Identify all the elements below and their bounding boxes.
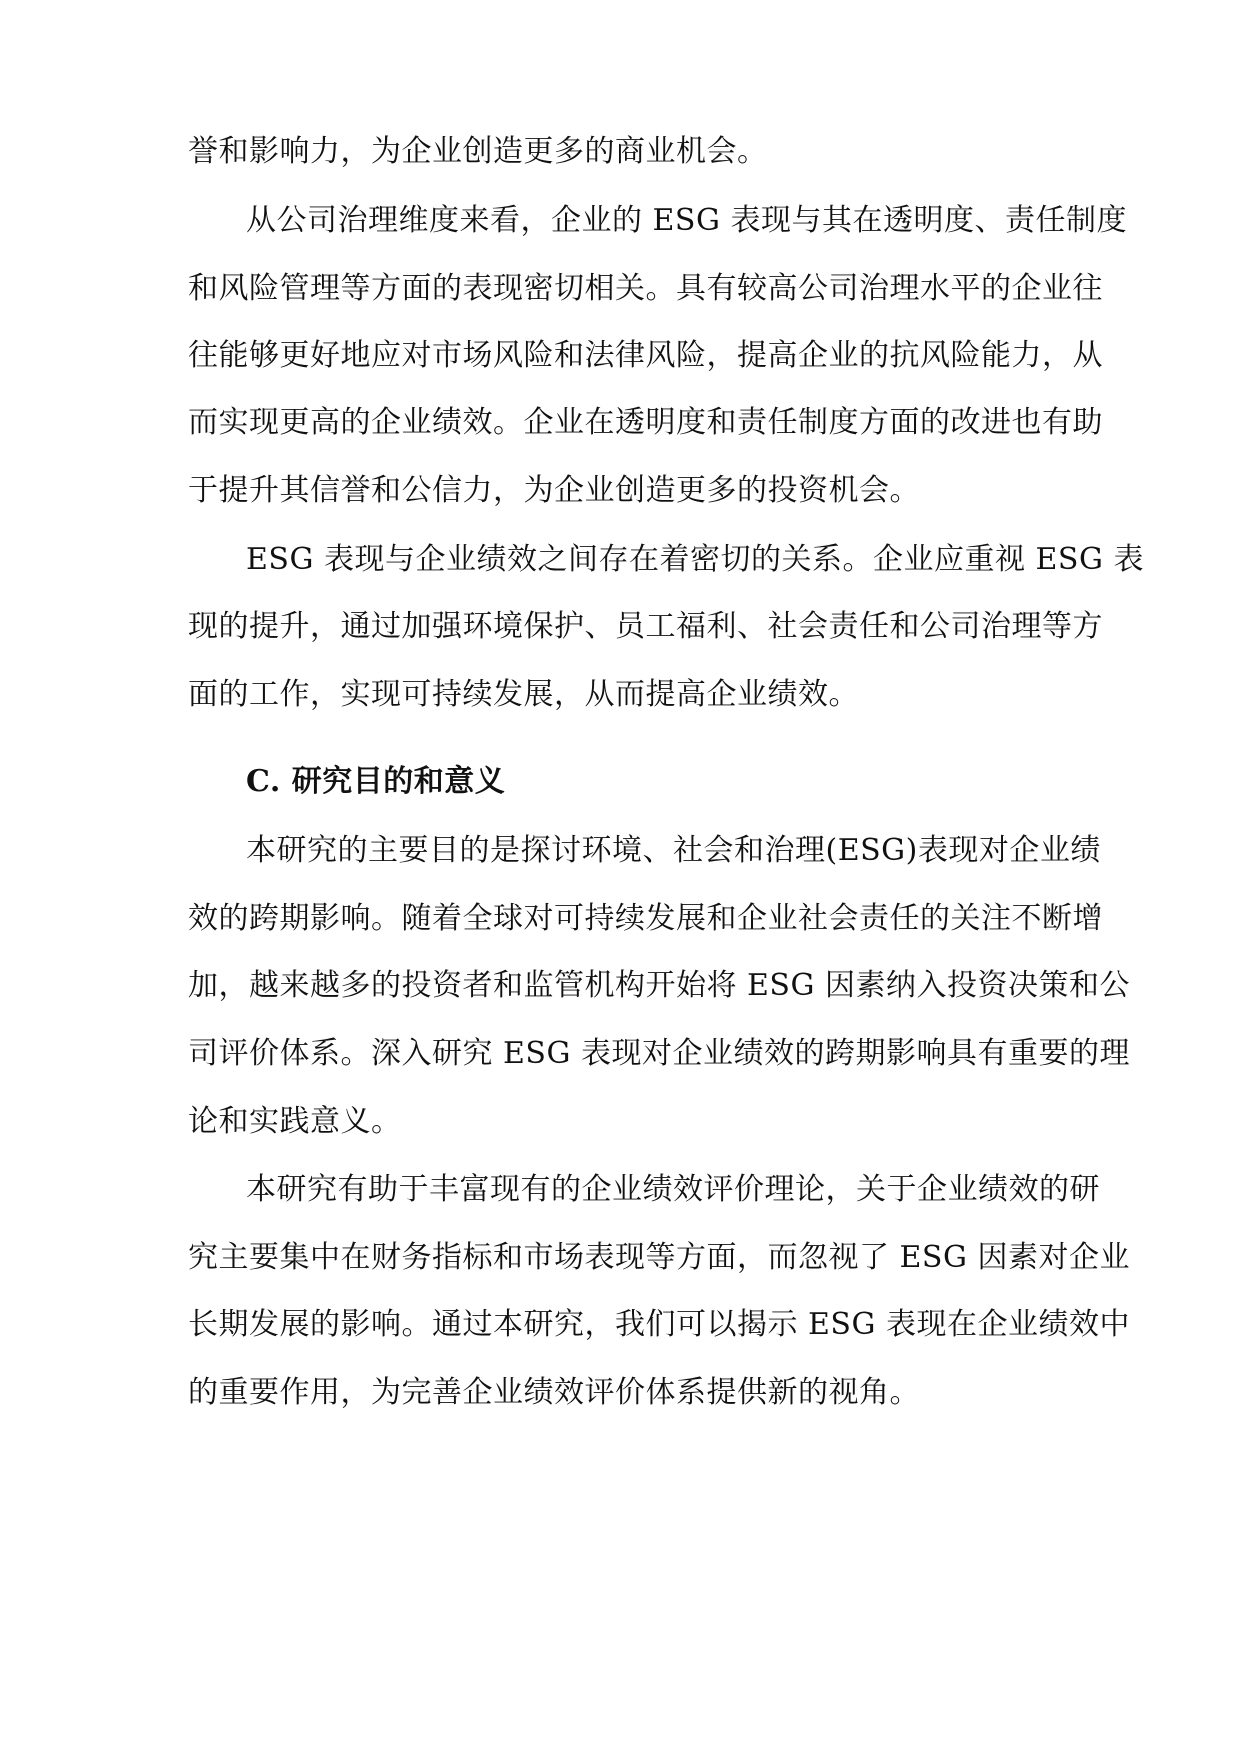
text-line: 论和实践意义。 [188,1104,402,1139]
paragraph-first-line: 本研究有助于丰富现有的企业绩效评价理论，关于企业绩效的研 [246,1172,1100,1207]
text-line: 于提升其信誉和公信力，为企业创造更多的投资机会。 [188,473,920,508]
text-line: 誉和影响力，为企业创造更多的商业机会。 [188,134,768,169]
text-line: 长期发展的影响。通过本研究，我们可以揭示 ESG 表现在企业绩效中 [188,1307,1130,1342]
paragraph-first-line: 从公司治理维度来看，企业的 ESG 表现与其在透明度、责任制度 [246,203,1127,238]
text-line: 加，越来越多的投资者和监管机构开始将 ESG 因素纳入投资决策和公 [188,968,1130,1003]
paragraph-first-line: ESG 表现与企业绩效之间存在着密切的关系。企业应重视 ESG 表 [246,542,1144,577]
text-line: 往能够更好地应对市场风险和法律风险，提高企业的抗风险能力，从 [188,338,1103,373]
text-line: 和风险管理等方面的表现密切相关。具有较高公司治理水平的企业往 [188,271,1103,306]
paragraph-first-line: 本研究的主要目的是探讨环境、社会和治理(ESG)表现对企业绩 [246,833,1101,868]
text-line: 究主要集中在财务指标和市场表现等方面，而忽视了 ESG 因素对企业 [188,1240,1130,1275]
text-line: 现的提升，通过加强环境保护、员工福利、社会责任和公司治理等方 [188,609,1103,644]
text-line: 效的跨期影响。随着全球对可持续发展和企业社会责任的关注不断增 [188,901,1103,936]
text-line: 司评价体系。深入研究 ESG 表现对企业绩效的跨期影响具有重要的理 [188,1036,1130,1071]
text-line: 的重要作用，为完善企业绩效评价体系提供新的视角。 [188,1375,920,1410]
text-line: 而实现更高的企业绩效。企业在透明度和责任制度方面的改进也有助 [188,405,1103,440]
section-heading: C. 研究目的和意义 [246,764,506,799]
text-line: 面的工作，实现可持续发展，从而提高企业绩效。 [188,677,859,712]
